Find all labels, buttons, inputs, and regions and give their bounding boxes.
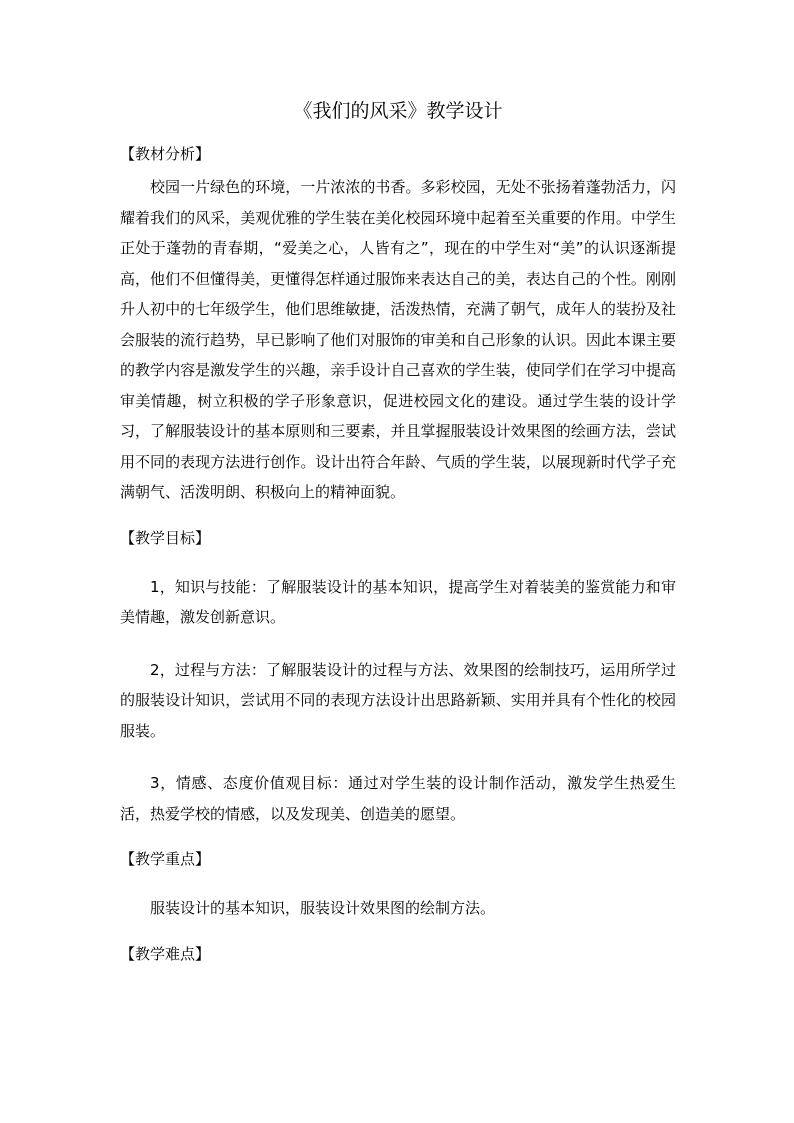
analysis-paragraph: 校园一片绿色的环境，一片浓浓的书香。多彩校园，无处不张扬着蓬勃活力，闪耀着我们的风采，美观优雅的学生装在美化校园环境中起着至关重要的作用。中学生正处于蓬勃的青春期，“爱美之心，人皆有之”，现在的中学生对“美”的认识逐渐提高，他们不但懂得美，更懂得怎样通过服饰来表达自己的美，表达自己的个性。刚刚升人初中的七年级学生，他们思维敏捷，活泼热情，充满了朝气，成年人的装扮及社会服装的流行趋势，早已影响了他们对服饰的审美和自己形象的认识。因此本课主要的教学内容是激发学生的兴趣，亲手设计自己喜欢的学生装，使同学们在学习中提高审美情趣，树立积极的学子形象意识，促进校园文化的建设。通过学生装的设计学习，了解服装设计的基本原则和三要素，并且掌握服装设计效果图的绘画方法，尝试用不同的表现方法进行创作。设计出符合年龄、气质的学生装，以展现新时代学子充满朝气、活泼明朗、积极向上的精神面貌。 (120, 178, 676, 501)
document-title: 《我们的风采》教学设计 (293, 100, 503, 122)
section-heading-goals: 【教学目标】 (120, 528, 211, 547)
goal-item-1: 1，知识与技能：了解服装设计的基本知识，提高学生对着装美的鉴赏能力和审美情趣，激发创新意识。 (120, 577, 676, 626)
goal-item-2: 2，过程与方法：了解服装设计的过程与方法、效果图的绘制技巧，运用所学过的服装设计知识，尝试用不同的表现方法设计出思路新颖、实用并具有个性化的校园服装。 (120, 660, 676, 740)
section-heading-key-points: 【教学重点】 (120, 850, 211, 868)
section-heading-difficulties: 【教学难点】 (120, 944, 211, 963)
document-content (120, 96, 676, 966)
section-heading-analysis: 【教材分析】 (120, 145, 211, 163)
key-points-paragraph: 服装设计的基本知识，服装设计效果图的绘制方法。 (150, 899, 496, 917)
goal-item-3: 3，情感、态度价值观目标：通过对学生装的设计制作活动，激发学生热爱生活，热爱学校的情感，以及发现美、创造美的愿望。 (120, 774, 676, 823)
